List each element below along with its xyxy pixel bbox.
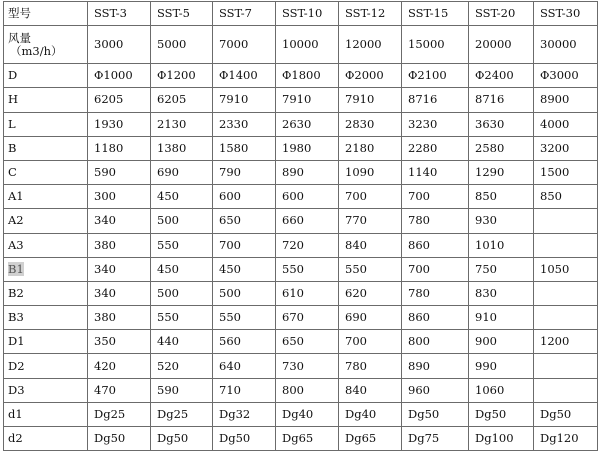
table-cell: Dg40	[339, 402, 402, 426]
table-row	[4, 136, 598, 160]
row-label-cell	[4, 330, 88, 354]
table-cell: 10000	[276, 26, 339, 64]
table-cell: 620	[339, 281, 402, 305]
table-cell: 700	[402, 185, 469, 209]
table-cell: 650	[213, 209, 276, 233]
table-cell: Dg50	[88, 427, 151, 451]
table-cell: 7910	[339, 88, 402, 112]
table-cell: 960	[402, 378, 469, 402]
table-cell: 750	[469, 257, 534, 281]
table-cell: 840	[339, 233, 402, 257]
table-cell: 660	[276, 209, 339, 233]
table-cell: 8716	[469, 88, 534, 112]
table-cell: 1140	[402, 160, 469, 184]
table-cell: 450	[151, 257, 213, 281]
table-cell: 550	[276, 257, 339, 281]
row-label-cell	[4, 402, 88, 426]
row-label: A1	[8, 189, 24, 204]
table-cell: 1500	[534, 160, 598, 184]
table-cell: 30000	[534, 26, 598, 64]
table-cell: Dg50	[402, 402, 469, 426]
row-label: A2	[8, 213, 24, 228]
spec-table-body	[4, 2, 598, 451]
table-cell: Dg25	[151, 402, 213, 426]
table-cell: 500	[151, 209, 213, 233]
header-cell: SST-10	[276, 2, 339, 26]
table-cell: 700	[402, 257, 469, 281]
table-cell: 770	[339, 209, 402, 233]
table-cell: 850	[469, 185, 534, 209]
table-cell: 8716	[402, 88, 469, 112]
table-cell: 3200	[534, 136, 598, 160]
table-cell: 380	[88, 233, 151, 257]
table-cell: Φ3000	[534, 64, 598, 88]
table-cell: 850	[534, 185, 598, 209]
table-cell: 2580	[469, 136, 534, 160]
table-cell: 1200	[534, 330, 598, 354]
table-cell: Φ2400	[469, 64, 534, 88]
table-row	[4, 378, 598, 402]
table-cell: 1380	[151, 136, 213, 160]
table-cell: 840	[339, 378, 402, 402]
header-cell: SST-7	[213, 2, 276, 26]
row-label: B	[8, 140, 17, 155]
table-cell: 590	[88, 160, 151, 184]
table-cell: 1060	[469, 378, 534, 402]
row-label-unit: （m3/h）	[10, 43, 63, 58]
table-row	[4, 64, 598, 88]
table-cell: 550	[151, 306, 213, 330]
table-cell: 890	[402, 354, 469, 378]
row-label: B1	[8, 261, 24, 276]
table-cell: 700	[339, 330, 402, 354]
row-label-cell	[4, 112, 88, 136]
table-cell: 1290	[469, 160, 534, 184]
table-cell: 690	[151, 160, 213, 184]
table-row	[4, 160, 598, 184]
table-cell: 3230	[402, 112, 469, 136]
table-cell: 1930	[88, 112, 151, 136]
table-cell: 550	[151, 233, 213, 257]
table-cell: 2630	[276, 112, 339, 136]
row-label: L	[8, 116, 16, 131]
row-label: D3	[8, 382, 25, 397]
header-cell: SST-20	[469, 2, 534, 26]
table-cell: Dg65	[339, 427, 402, 451]
table-cell: 550	[339, 257, 402, 281]
table-cell: 12000	[339, 26, 402, 64]
header-cell: SST-12	[339, 2, 402, 26]
table-cell: 800	[402, 330, 469, 354]
table-cell: 700	[213, 233, 276, 257]
table-cell: 590	[151, 378, 213, 402]
table-cell: Dg40	[276, 402, 339, 426]
table-cell: 2280	[402, 136, 469, 160]
table-cell: 3000	[88, 26, 151, 64]
table-cell: 300	[88, 185, 151, 209]
table-cell: 800	[276, 378, 339, 402]
table-cell: 340	[88, 281, 151, 305]
table-cell: 500	[151, 281, 213, 305]
table-row	[4, 26, 598, 64]
table-cell	[534, 209, 598, 233]
table-cell: 2330	[213, 112, 276, 136]
table-cell: Dg32	[213, 402, 276, 426]
table-row	[4, 306, 598, 330]
row-label-cell	[4, 136, 88, 160]
table-cell: 780	[402, 209, 469, 233]
table-cell: 340	[88, 257, 151, 281]
table-cell: Φ2100	[402, 64, 469, 88]
table-cell	[534, 306, 598, 330]
table-row	[4, 354, 598, 378]
spec-table	[3, 1, 598, 451]
table-cell: Φ1400	[213, 64, 276, 88]
row-label-cell	[4, 64, 88, 88]
table-cell: 690	[339, 306, 402, 330]
table-cell: 520	[151, 354, 213, 378]
table-cell: 780	[402, 281, 469, 305]
header-cell: SST-5	[151, 2, 213, 26]
table-cell: Dg25	[88, 402, 151, 426]
table-cell: 5000	[151, 26, 213, 64]
table-cell: Dg50	[213, 427, 276, 451]
row-label: d1	[8, 406, 23, 421]
row-label: D	[8, 68, 18, 83]
table-cell: 20000	[469, 26, 534, 64]
table-row	[4, 233, 598, 257]
table-cell: 380	[88, 306, 151, 330]
table-cell: 910	[469, 306, 534, 330]
row-label: H	[8, 92, 19, 107]
table-cell: Dg50	[151, 427, 213, 451]
table-cell: 1050	[534, 257, 598, 281]
table-cell: Dg120	[534, 427, 598, 451]
table-cell: Φ1000	[88, 64, 151, 88]
table-cell: Φ1800	[276, 64, 339, 88]
table-cell: Φ2000	[339, 64, 402, 88]
table-cell: 7910	[276, 88, 339, 112]
table-cell: 930	[469, 209, 534, 233]
table-cell: 600	[213, 185, 276, 209]
table-cell: 900	[469, 330, 534, 354]
table-cell: 710	[213, 378, 276, 402]
row-label: D1	[8, 334, 25, 349]
row-label: A3	[8, 237, 24, 252]
table-row	[4, 88, 598, 112]
table-cell: 1010	[469, 233, 534, 257]
spec-table-container	[3, 1, 597, 451]
table-cell: 2180	[339, 136, 402, 160]
row-label-cell	[4, 281, 88, 305]
table-row	[4, 330, 598, 354]
row-label: C	[8, 165, 17, 180]
table-row	[4, 427, 598, 451]
table-cell: Dg100	[469, 427, 534, 451]
row-label-cell	[4, 185, 88, 209]
table-cell: Dg50	[534, 402, 598, 426]
table-cell: 600	[276, 185, 339, 209]
table-cell: 1090	[339, 160, 402, 184]
header-cell: SST-30	[534, 2, 598, 26]
table-cell: 640	[213, 354, 276, 378]
table-cell: 15000	[402, 26, 469, 64]
table-cell	[534, 281, 598, 305]
table-cell: 550	[213, 306, 276, 330]
table-cell: 450	[213, 257, 276, 281]
table-cell: 450	[151, 185, 213, 209]
table-cell: 1980	[276, 136, 339, 160]
header-row	[4, 2, 598, 26]
table-cell: 780	[339, 354, 402, 378]
table-cell	[534, 354, 598, 378]
header-label-cell: 型号	[4, 2, 88, 26]
row-label: D2	[8, 358, 25, 373]
table-cell: 7910	[213, 88, 276, 112]
row-label-cell	[4, 257, 88, 281]
table-cell: 350	[88, 330, 151, 354]
table-cell: 6205	[151, 88, 213, 112]
table-cell: 830	[469, 281, 534, 305]
table-cell: 2830	[339, 112, 402, 136]
row-label: B2	[8, 285, 24, 300]
row-label-cell	[4, 233, 88, 257]
table-cell: 990	[469, 354, 534, 378]
row-label: d2	[8, 431, 23, 446]
table-cell: 700	[339, 185, 402, 209]
table-cell: 420	[88, 354, 151, 378]
table-cell: 6205	[88, 88, 151, 112]
table-row	[4, 185, 598, 209]
table-cell: 470	[88, 378, 151, 402]
table-cell	[534, 378, 598, 402]
table-row	[4, 209, 598, 233]
table-cell: 4000	[534, 112, 598, 136]
table-cell: Dg65	[276, 427, 339, 451]
table-cell: Dg50	[469, 402, 534, 426]
row-label-cell	[4, 160, 88, 184]
table-cell: 7000	[213, 26, 276, 64]
row-label-cell	[4, 378, 88, 402]
table-cell: 670	[276, 306, 339, 330]
row-label: B3	[8, 310, 24, 325]
table-cell: 3630	[469, 112, 534, 136]
header-cell: SST-15	[402, 2, 469, 26]
table-cell: Dg75	[402, 427, 469, 451]
table-row	[4, 281, 598, 305]
row-label-cell	[4, 427, 88, 451]
table-row	[4, 402, 598, 426]
table-cell: 720	[276, 233, 339, 257]
table-cell: 2130	[151, 112, 213, 136]
row-label-cell	[4, 306, 88, 330]
row-label-cell	[4, 354, 88, 378]
table-cell: 650	[276, 330, 339, 354]
table-cell: 730	[276, 354, 339, 378]
table-cell: 610	[276, 281, 339, 305]
header-cell: SST-3	[88, 2, 151, 26]
row-label-cell	[4, 88, 88, 112]
table-cell: 560	[213, 330, 276, 354]
table-cell: 8900	[534, 88, 598, 112]
row-label-cell	[4, 209, 88, 233]
table-row	[4, 257, 598, 281]
table-cell: 1180	[88, 136, 151, 160]
table-cell: 860	[402, 233, 469, 257]
table-cell: 500	[213, 281, 276, 305]
table-row	[4, 112, 598, 136]
table-cell: 860	[402, 306, 469, 330]
table-cell: 890	[276, 160, 339, 184]
row-label-cell	[4, 26, 88, 64]
table-cell: 340	[88, 209, 151, 233]
table-cell	[534, 233, 598, 257]
table-cell: 1580	[213, 136, 276, 160]
table-cell: Φ1200	[151, 64, 213, 88]
row-label: 风量	[8, 30, 31, 45]
table-cell: 440	[151, 330, 213, 354]
table-cell: 790	[213, 160, 276, 184]
